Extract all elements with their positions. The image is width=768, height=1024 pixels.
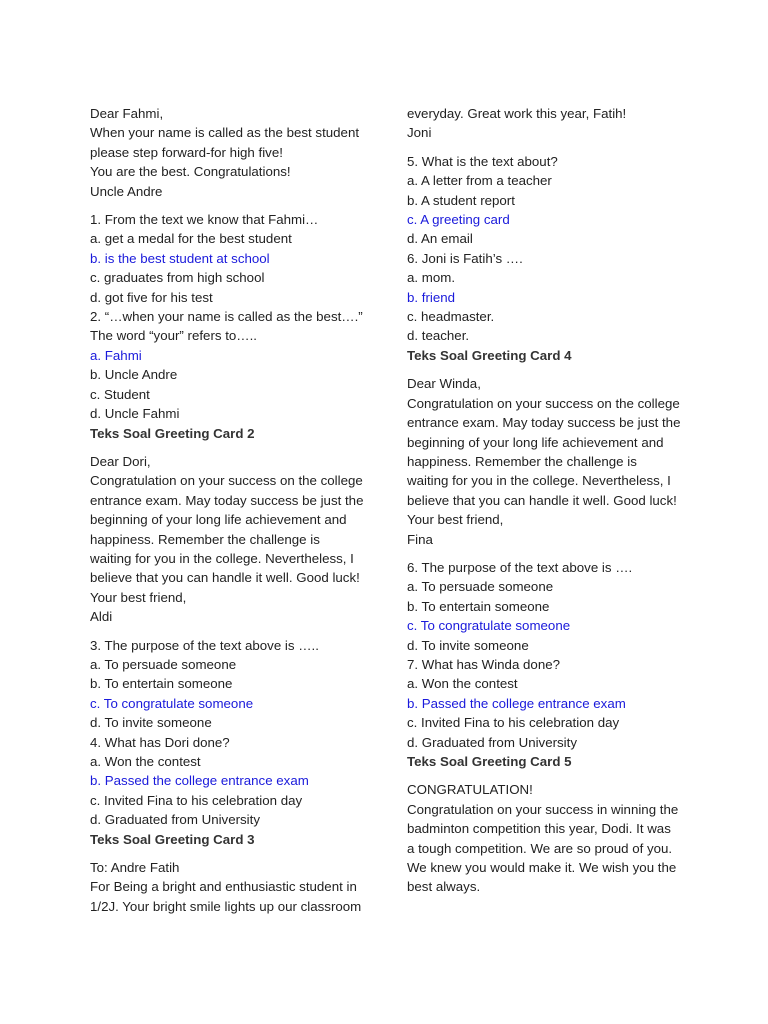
question-text: 3. The purpose of the text above is ….. bbox=[90, 637, 319, 653]
letter-line: everyday. Great work this year, Fatih! bbox=[407, 106, 627, 121]
section-heading: Teks Soal Greeting Card 4 bbox=[407, 347, 572, 363]
greeting-card-3-continued bbox=[407, 104, 685, 143]
option-b: b. To entertain someone bbox=[90, 676, 233, 692]
option-a: a. A letter from a teacher bbox=[407, 173, 552, 189]
letter-line: For Being a bright and enthusiastic student in bbox=[90, 879, 357, 895]
letter-line: waiting for you in the college. Nevertheless, I bbox=[407, 473, 671, 489]
option-c-answer: c. To congratulate someone bbox=[90, 695, 254, 711]
question-2 bbox=[90, 307, 368, 423]
letter-line: entrance exam. May today success be just the bbox=[407, 415, 681, 431]
option-b-answer: b. is the best student at school bbox=[90, 250, 270, 266]
option-d: d. To invite someone bbox=[407, 637, 529, 653]
salutation: CONGRATULATION! bbox=[407, 782, 533, 798]
letter-line: badminton competition this year, Dodi. It was bbox=[407, 821, 671, 837]
letter-line: happiness. Remember the challenge is bbox=[90, 531, 320, 547]
letter-line: entrance exam. May today success be just the bbox=[90, 492, 364, 508]
section-heading: Teks Soal Greeting Card 5 bbox=[407, 754, 572, 769]
option-d: d. Uncle Fahmi bbox=[90, 406, 180, 422]
signature: Joni bbox=[407, 125, 432, 141]
question-text: 4. What has Dori done? bbox=[90, 734, 230, 750]
option-a: a. To persuade someone bbox=[407, 579, 554, 595]
option-a: a. get a medal for the best student bbox=[90, 231, 292, 247]
letter-line: believe that you can handle it well. Good luck! bbox=[407, 492, 677, 508]
greeting-card-2 bbox=[90, 452, 368, 627]
letter-line: happiness. Remember the challenge is bbox=[407, 453, 637, 469]
option-a: a. mom. bbox=[407, 270, 456, 286]
option-c: c. Invited Fina to his celebration day bbox=[90, 792, 303, 808]
letter-line: Congratulation on your success on the college bbox=[90, 473, 363, 489]
option-c: c. Student bbox=[90, 386, 150, 402]
option-b-answer: b. Passed the college entrance exam bbox=[407, 695, 626, 711]
question-text: The word “your” refers to….. bbox=[90, 328, 257, 344]
letter-line: When your name is called as the best student bbox=[90, 125, 360, 141]
option-c-answer: c. To congratulate someone bbox=[407, 618, 571, 634]
question-text: 6. The purpose of the text above is …. bbox=[407, 559, 633, 575]
question-7 bbox=[407, 655, 685, 752]
section-heading: Teks Soal Greeting Card 3 bbox=[90, 831, 255, 847]
option-b: b. A student report bbox=[407, 192, 515, 208]
section-heading: Teks Soal Greeting Card 2 bbox=[90, 425, 255, 441]
question-3 bbox=[90, 636, 368, 733]
option-c: c. headmaster. bbox=[407, 309, 495, 325]
salutation: Dear Dori, bbox=[90, 453, 151, 469]
option-d: d. Graduated from University bbox=[90, 812, 260, 828]
question-text: 5. What is the text about? bbox=[407, 153, 558, 169]
question-text: 6. Joni is Fatih’s …. bbox=[407, 250, 523, 266]
option-d: d. got five for his test bbox=[90, 289, 213, 305]
question-text: 1. From the text we know that Fahmi… bbox=[90, 212, 319, 228]
letter-line: Your best friend, bbox=[90, 589, 187, 605]
question-4 bbox=[90, 733, 368, 830]
greeting-card-1 bbox=[90, 104, 368, 201]
salutation: Dear Fahmi, bbox=[90, 106, 164, 121]
option-d: d. An email bbox=[407, 231, 473, 247]
option-b-answer: b. friend bbox=[407, 289, 456, 305]
option-c: c. graduates from high school bbox=[90, 270, 265, 286]
option-d: d. teacher. bbox=[407, 328, 470, 344]
option-d: d. Graduated from University bbox=[407, 734, 577, 750]
option-d: d. To invite someone bbox=[90, 715, 212, 731]
option-c: c. Invited Fina to his celebration day bbox=[407, 715, 620, 731]
greeting-card-3 bbox=[90, 858, 368, 916]
salutation: Dear Winda, bbox=[407, 376, 481, 392]
question-text: 2. “…when your name is called as the best….” bbox=[90, 309, 363, 325]
letter-line: beginning of your long life achievement and bbox=[90, 512, 347, 528]
signature: Uncle Andre bbox=[90, 183, 163, 199]
option-a: a. Won the contest bbox=[90, 754, 201, 769]
question-text: 7. What has Winda done? bbox=[407, 656, 561, 672]
letter-line: We knew you would make it. We wish you the bbox=[407, 860, 677, 876]
signature: Fina bbox=[407, 531, 433, 547]
letter-line: Your best friend, bbox=[407, 512, 504, 528]
option-b: b. Uncle Andre bbox=[90, 367, 178, 383]
right-column bbox=[407, 104, 685, 897]
greeting-card-4 bbox=[407, 374, 685, 549]
question-5 bbox=[407, 152, 685, 249]
left-column bbox=[90, 104, 368, 916]
option-a-answer: a. Fahmi bbox=[90, 347, 142, 363]
letter-line: believe that you can handle it well. Good luck! bbox=[90, 570, 360, 586]
question-6b bbox=[407, 558, 685, 655]
option-a: a. Won the contest bbox=[407, 676, 518, 692]
option-c-answer: c. A greeting card bbox=[407, 212, 510, 228]
option-b: b. To entertain someone bbox=[407, 598, 550, 614]
letter-line: waiting for you in the college. Nevertheless, I bbox=[90, 550, 354, 566]
question-1 bbox=[90, 210, 368, 307]
letter-line: beginning of your long life achievement and bbox=[407, 434, 664, 450]
letter-line: please step forward-for high five! bbox=[90, 144, 283, 160]
letter-line: You are the best. Congratulations! bbox=[90, 164, 291, 180]
greeting-card-5 bbox=[407, 780, 685, 896]
question-6 bbox=[407, 249, 685, 346]
letter-line: best always. bbox=[407, 879, 481, 895]
salutation: To: Andre Fatih bbox=[90, 860, 180, 876]
letter-line: Congratulation on your success in winning the bbox=[407, 801, 679, 817]
letter-line: a tough competition. We are so proud of you. bbox=[407, 840, 673, 856]
letter-line: 1/2J. Your bright smile lights up our classroom bbox=[90, 898, 362, 914]
option-b-answer: b. Passed the college entrance exam bbox=[90, 773, 309, 789]
letter-line: Congratulation on your success on the college bbox=[407, 395, 680, 411]
signature: Aldi bbox=[90, 609, 113, 625]
option-a: a. To persuade someone bbox=[90, 656, 237, 672]
